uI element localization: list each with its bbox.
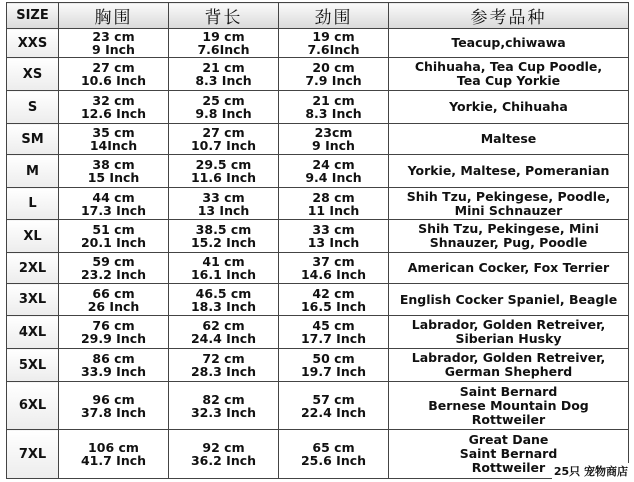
breed-line: Yorkie, Maltese, Pomeranian	[407, 163, 610, 178]
chest-value-line: 26 Inch	[87, 298, 140, 314]
chest-value-line: 23 cm	[92, 29, 135, 44]
chest-value-line: 35 cm	[92, 125, 135, 140]
back-value-line: 15.2 Inch	[190, 235, 257, 250]
breed-line: Bernese Mountain Dog	[428, 397, 589, 413]
size-cell: M	[7, 155, 59, 188]
neck-cell	[279, 316, 389, 349]
chest-value-line: 27 cm	[92, 60, 135, 75]
breed-line: Siberian Husky	[455, 331, 562, 346]
neck-cell	[279, 188, 389, 220]
back-cell	[169, 316, 279, 349]
neck-cell	[279, 220, 389, 253]
back-value-line: 11.6 Inch	[190, 170, 257, 185]
table-row	[7, 349, 629, 382]
back-value-line: 7.6Inch	[197, 42, 250, 57]
back-value-line: 92 cm	[202, 440, 245, 455]
back-cell	[169, 382, 279, 430]
breed-line: Shih Tzu, Pekingese, Mini	[418, 221, 599, 236]
back-value-line: 24.4 Inch	[190, 331, 257, 346]
back-value-line: 46.5 cm	[195, 285, 252, 301]
breeds-cell	[389, 155, 629, 188]
neck-value-line: 7.6Inch	[307, 42, 360, 57]
chest-value-line: 14Inch	[89, 138, 138, 153]
chest-cell	[59, 316, 169, 349]
breed-line: Labrador, Golden Retreiver,	[411, 350, 606, 365]
neck-value-line: 57 cm	[312, 391, 355, 407]
neck-value-line: 9.4 Inch	[305, 170, 362, 185]
size-cell: 7XL	[7, 430, 59, 479]
chest-cell	[59, 29, 169, 58]
size-cell: 2XL	[7, 253, 59, 284]
chest-cell	[59, 382, 169, 430]
chest-value-line: 29.9 Inch	[80, 331, 147, 346]
chest-cell	[59, 349, 169, 382]
breed-line: Tea Cup Yorkie	[456, 73, 561, 88]
neck-cell	[279, 349, 389, 382]
breed-line: Mini Schnauzer	[454, 202, 563, 218]
neck-cell	[279, 91, 389, 124]
neck-value-line: 16.5 Inch	[300, 298, 367, 314]
breeds-cell	[389, 29, 629, 58]
breeds-cell	[389, 349, 629, 382]
neck-value-line: 8.3 Inch	[305, 106, 362, 121]
table-row	[7, 155, 629, 188]
neck-cell	[279, 155, 389, 188]
chest-value-line: 59 cm	[92, 254, 135, 269]
chest-value-line: 106 cm	[88, 440, 139, 455]
neck-value-line: 9 Inch	[312, 138, 355, 153]
neck-cell	[279, 382, 389, 430]
breed-line: German Shepherd	[444, 364, 573, 379]
breed-line: Shih Tzu, Pekingese, Poodle,	[406, 188, 611, 204]
breed-line: Saint Bernard	[459, 446, 558, 461]
breeds-cell	[389, 382, 629, 430]
breeds-cell	[389, 316, 629, 349]
back-value-line: 28.3 Inch	[190, 364, 257, 379]
chest-cell	[59, 220, 169, 253]
neck-value-line: 25.6 Inch	[300, 453, 367, 468]
size-cell: SM	[7, 124, 59, 155]
neck-value-line: 33 cm	[312, 222, 355, 237]
breeds-cell	[389, 220, 629, 253]
neck-cell	[279, 29, 389, 58]
back-cell	[169, 430, 279, 479]
chest-value-line: 15 Inch	[87, 170, 140, 185]
back-cell	[169, 253, 279, 284]
table-row	[7, 91, 629, 124]
size-cell: 6XL	[7, 382, 59, 430]
back-value-line: 18.3 Inch	[190, 298, 257, 314]
back-value-line: 62 cm	[202, 318, 245, 333]
breed-line: Chihuaha, Tea Cup Poodle,	[414, 59, 603, 74]
breed-line: Yorkie, Chihuaha	[449, 99, 568, 114]
back-cell	[169, 155, 279, 188]
table-row	[7, 188, 629, 220]
breed-line: Labrador, Golden Retreiver,	[411, 317, 606, 332]
chest-value-line: 33.9 Inch	[80, 364, 147, 379]
size-cell: S	[7, 91, 59, 124]
chest-value-line: 32 cm	[92, 93, 135, 108]
neck-value-line: 65 cm	[312, 440, 355, 455]
neck-value-line: 37 cm	[312, 254, 355, 269]
neck-value-line: 11 Inch	[307, 202, 360, 218]
back-cell	[169, 124, 279, 155]
neck-value-line: 20 cm	[312, 60, 355, 75]
neck-value-line: 42 cm	[312, 285, 355, 301]
back-value-line: 9.8 Inch	[195, 106, 252, 121]
neck-cell	[279, 124, 389, 155]
back-value-line: 36.2 Inch	[190, 453, 257, 468]
neck-value-line: 19.7 Inch	[300, 364, 367, 379]
back-value-line: 38.5 cm	[195, 222, 252, 237]
chest-cell	[59, 124, 169, 155]
neck-value-line: 7.9 Inch	[305, 73, 362, 88]
chest-value-line: 44 cm	[92, 189, 135, 205]
neck-value-line: 45 cm	[312, 318, 355, 333]
table-row	[7, 124, 629, 155]
back-value-line: 13 Inch	[197, 202, 250, 218]
header-neck: 劲围	[279, 3, 389, 29]
size-cell: XL	[7, 220, 59, 253]
chest-value-line: 51 cm	[92, 222, 135, 237]
breed-line: Teacup,chiwawa	[451, 35, 566, 50]
chest-cell	[59, 430, 169, 479]
shop-watermark: 25只 宠物商店	[553, 465, 628, 478]
chest-cell	[59, 91, 169, 124]
neck-cell	[279, 253, 389, 284]
breed-line: American Cocker, Fox Terrier	[407, 260, 610, 275]
chest-cell	[59, 58, 169, 91]
neck-value-line: 14.6 Inch	[300, 267, 367, 282]
neck-cell	[279, 58, 389, 91]
back-cell	[169, 349, 279, 382]
neck-value-line: 22.4 Inch	[300, 404, 367, 420]
table-row	[7, 58, 629, 91]
size-cell: 5XL	[7, 349, 59, 382]
chest-cell	[59, 284, 169, 316]
chest-value-line: 38 cm	[92, 157, 135, 172]
back-value-line: 21 cm	[202, 60, 245, 75]
chest-value-line: 20.1 Inch	[80, 235, 147, 250]
back-value-line: 41 cm	[202, 254, 245, 269]
table-header	[7, 3, 629, 29]
neck-value-line: 17.7 Inch	[300, 331, 367, 346]
size-cell: XXS	[7, 29, 59, 58]
header-row	[7, 3, 629, 29]
breed-line: English Cocker Spaniel, Beagle	[399, 291, 618, 307]
header-reference-breeds: 参考品种	[389, 3, 629, 29]
breed-line: Maltese	[480, 131, 537, 146]
back-cell	[169, 29, 279, 58]
table-row	[7, 382, 629, 430]
back-value-line: 8.3 Inch	[195, 73, 252, 88]
neck-value-line: 19 cm	[312, 29, 355, 44]
breed-line: Great Dane	[468, 432, 549, 447]
back-value-line: 29.5 cm	[195, 157, 252, 172]
table-row	[7, 284, 629, 316]
table-row	[7, 316, 629, 349]
chest-value-line: 76 cm	[92, 318, 135, 333]
table-row	[7, 430, 629, 479]
breeds-cell	[389, 58, 629, 91]
header-size: SIZE	[7, 3, 59, 29]
breed-line: Shnauzer, Pug, Poodle	[429, 235, 588, 250]
chest-value-line: 86 cm	[92, 351, 135, 366]
chest-value-line: 66 cm	[92, 285, 135, 301]
breeds-cell	[389, 188, 629, 220]
breeds-cell	[389, 91, 629, 124]
neck-cell	[279, 284, 389, 316]
chest-value-line: 17.3 Inch	[80, 202, 147, 218]
header-chest: 胸围	[59, 3, 169, 29]
table-row	[7, 220, 629, 253]
chest-cell	[59, 253, 169, 284]
chest-cell	[59, 188, 169, 220]
chest-value-line: 96 cm	[92, 391, 135, 407]
chest-value-line: 10.6 Inch	[80, 73, 147, 88]
back-value-line: 25 cm	[202, 93, 245, 108]
chest-value-line: 12.6 Inch	[80, 106, 147, 121]
size-cell: XS	[7, 58, 59, 91]
size-cell: 4XL	[7, 316, 59, 349]
neck-value-line: 28 cm	[312, 189, 355, 205]
size-cell: L	[7, 188, 59, 220]
table-row	[7, 29, 629, 58]
back-cell	[169, 58, 279, 91]
table-row	[7, 253, 629, 284]
back-value-line: 33 cm	[202, 189, 245, 205]
neck-value-line: 21 cm	[312, 93, 355, 108]
chest-value-line: 37.8 Inch	[80, 404, 147, 420]
neck-value-line: 13 Inch	[307, 235, 360, 250]
back-value-line: 72 cm	[202, 351, 245, 366]
breed-line: Rottweiler	[471, 411, 546, 427]
breed-line: Rottweiler	[471, 460, 546, 475]
back-value-line: 10.7 Inch	[190, 138, 257, 153]
neck-value-line: 23cm	[314, 125, 353, 140]
back-value-line: 27 cm	[202, 125, 245, 140]
back-cell	[169, 188, 279, 220]
back-value-line: 19 cm	[202, 29, 245, 44]
size-chart-table	[6, 2, 629, 479]
back-cell	[169, 91, 279, 124]
size-cell: 3XL	[7, 284, 59, 316]
chest-value-line: 23.2 Inch	[80, 267, 147, 282]
chest-value-line: 9 Inch	[92, 42, 135, 57]
back-cell	[169, 220, 279, 253]
breeds-cell	[389, 124, 629, 155]
breeds-cell	[389, 284, 629, 316]
back-cell	[169, 284, 279, 316]
table-body	[7, 29, 629, 479]
breed-line: Saint Bernard	[459, 383, 558, 399]
neck-cell	[279, 430, 389, 479]
back-value-line: 82 cm	[202, 391, 245, 407]
breeds-cell	[389, 253, 629, 284]
chest-cell	[59, 155, 169, 188]
chest-value-line: 41.7 Inch	[80, 453, 147, 468]
neck-value-line: 50 cm	[312, 351, 355, 366]
back-value-line: 16.1 Inch	[190, 267, 257, 282]
header-back-length: 背长	[169, 3, 279, 29]
neck-value-line: 24 cm	[312, 157, 355, 172]
back-value-line: 32.3 Inch	[190, 404, 257, 420]
